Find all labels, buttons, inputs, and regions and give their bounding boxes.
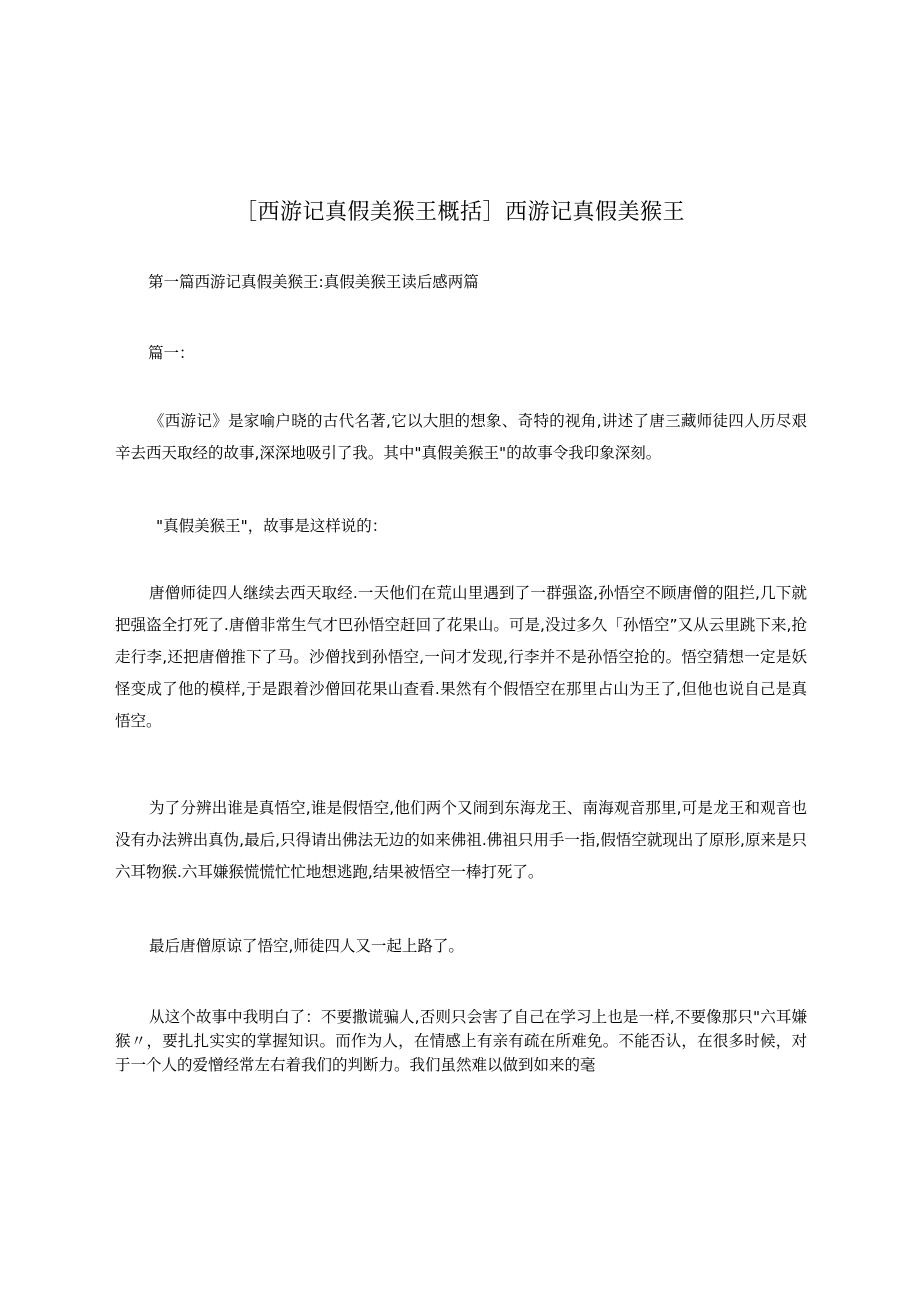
section-label: 篇一： (148, 344, 195, 362)
paragraph-reflection: 从这个故事中我明白了：不要撒谎骗人,否则只会害了自己在学习上也是一样,不要像那只"六耳嫌猴〃，要扎扎实实的掌握知识。而作为人，在情感上有亲有疏在所难免。不能否认，在很多时候，对于一个人的爱憎经常左右着我们的判断力。我们虽然难以做到如来的毫 (115, 1008, 807, 1074)
document-title: ［西游记真假美猴王概括］西游记真假美猴王 (234, 200, 685, 225)
paragraph-story-part2: 为了分辨出谁是真悟空,谁是假悟空,他们两个又闹到东海龙王、南海观音那里,可是龙王和观音也没有办法辨出真伪,最后,只得请出佛法无边的如来佛祖.佛祖只用手一指,假悟空就现出了原形,原来是只六耳物猴.六耳嫌猴慌慌忙忙地想逃跑,结果被悟空一棒打死了。 (115, 799, 807, 881)
paragraph-story-lead: "真假美猴王"，故事是这样说的： (156, 517, 388, 535)
paragraph-intro: 《西游记》是家喻户晓的古代名著,它以大胆的想象、奇特的视角,讲述了唐三藏师徒四人历尽艰辛去西天取经的故事,深深地吸引了我。其中"真假美猴王"的故事令我印象深刻。 (115, 412, 807, 462)
paragraph-story-ending: 最后唐僧原谅了悟空,师徒四人又一起上路了。 (149, 937, 464, 955)
paragraph-story-part1: 唐僧师徒四人继续去西天取经.一天他们在荒山里遇到了一群强盗,孙悟空不顾唐僧的阻拦,几下就把强盗全打死了.唐僧非常生气才巴孙悟空赶回了花果山。可是,没过多久「孙悟空”又从云里跳下来,抢走行李,还把唐僧推下了马。沙僧找到孙悟空,一问才发现,行李并不是孙悟空抢的。悟空猜想一定是妖怪变成了他的模样,于是跟着沙僧回花果山查看.果然有个假悟空在那里占山为王了,但他也说自己是真悟空。 (115, 584, 807, 730)
article-heading: 第一篇西游记真假美猴王:真假美猴王读后感两篇 (148, 273, 479, 291)
